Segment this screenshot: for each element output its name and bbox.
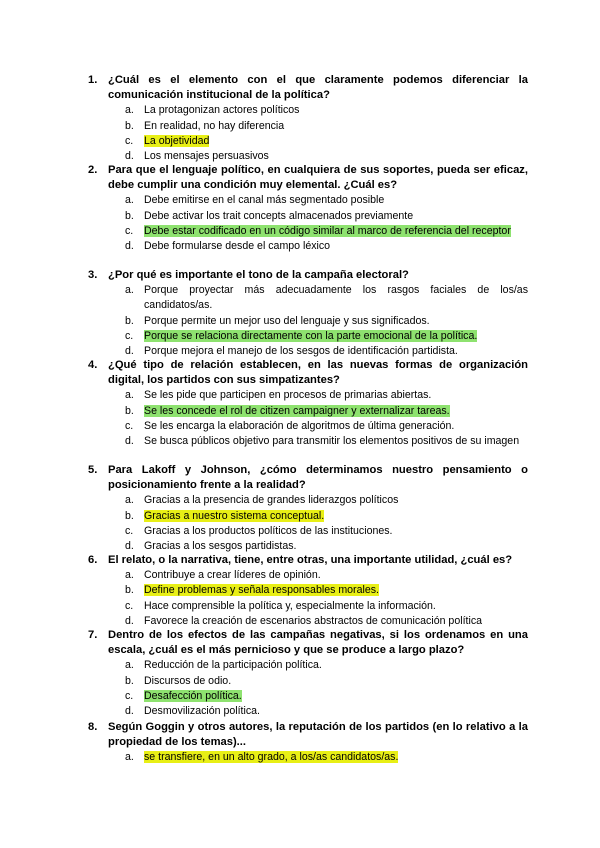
question-number: 3. — [88, 269, 98, 281]
answer-option — [125, 193, 528, 208]
answer-option — [125, 674, 528, 689]
answer-option — [125, 524, 528, 539]
question-stem — [88, 73, 528, 103]
option-letter: d. — [125, 240, 134, 253]
option-text-wrap — [144, 314, 528, 329]
answer-option — [125, 614, 528, 629]
question-stem — [88, 163, 528, 193]
question-number: 2. — [88, 164, 98, 176]
option-letter: a. — [125, 569, 134, 582]
option-text-wrap — [144, 689, 528, 704]
option-letter: c. — [125, 599, 134, 612]
option-text-wrap — [144, 283, 528, 313]
answer-option — [125, 103, 528, 118]
option-letter: b. — [125, 314, 134, 327]
option-text: En realidad, no hay diferencia — [144, 119, 285, 132]
option-letter: d. — [125, 150, 134, 163]
answer-options — [88, 493, 528, 554]
option-text: Se les pide que participen en procesos de primarias abiertas. — [144, 389, 432, 402]
option-letter: a. — [125, 284, 134, 297]
answer-option — [125, 209, 528, 224]
question-number: 5. — [88, 464, 98, 476]
option-text-wrap — [144, 329, 528, 344]
answer-option — [125, 134, 528, 149]
answer-option — [125, 419, 528, 434]
option-text-wrap — [144, 509, 528, 524]
option-text: Hace comprensible la política y, especialmente la información. — [144, 599, 436, 612]
highlighted-answer: se transfiere, en un alto grado, a los/as candidatos/as. — [144, 751, 399, 764]
option-text: Se busca públicos objetivo para transmitir los elementos positivos de su imagen — [144, 435, 520, 448]
question-text: ¿Por qué es importante el tono de la campaña electoral? — [108, 269, 409, 281]
option-text: Gracias a la presencia de grandes liderazgos políticos — [144, 494, 399, 507]
answer-option — [125, 329, 528, 344]
option-text-wrap — [144, 419, 528, 434]
answer-option — [125, 314, 528, 329]
answer-option — [125, 224, 528, 239]
option-text-wrap — [144, 614, 528, 629]
answer-option — [125, 539, 528, 554]
answer-options — [88, 193, 528, 254]
question-stem — [88, 463, 528, 493]
option-letter: d. — [125, 345, 134, 358]
answer-option — [125, 704, 528, 719]
answer-option — [125, 388, 528, 403]
option-text: Gracias a los productos políticos de las instituciones. — [144, 524, 393, 537]
option-text-wrap — [144, 524, 528, 539]
question-stem — [88, 553, 528, 568]
option-letter: a. — [125, 389, 134, 402]
option-letter: c. — [125, 419, 134, 432]
question-4 — [88, 358, 528, 449]
option-text-wrap — [144, 750, 528, 765]
question-number: 6. — [88, 554, 98, 566]
question-1 — [88, 73, 528, 164]
option-text: Debe emitirse en el canal más segmentado posible — [144, 194, 385, 207]
option-letter: c. — [125, 224, 134, 237]
answer-option — [125, 658, 528, 673]
question-stem — [88, 268, 528, 283]
answer-option — [125, 568, 528, 583]
option-letter: a. — [125, 494, 134, 507]
option-letter: b. — [125, 509, 134, 522]
option-text: Favorece la creación de escenarios abstractos de comunicación política — [144, 614, 483, 627]
question-text: Dentro de los efectos de las campañas negativas, si los ordenamos en una escala, ¿cuál es el más pernicioso y que se produce a largo plazo? — [108, 629, 528, 657]
question-7 — [88, 628, 528, 719]
option-text-wrap — [144, 388, 528, 403]
option-letter: b. — [125, 404, 134, 417]
answer-option — [125, 119, 528, 134]
option-letter: b. — [125, 674, 134, 687]
question-8 — [88, 720, 528, 766]
highlighted-answer: Porque se relaciona directamente con la parte emocional de la política. — [144, 329, 478, 342]
option-text-wrap — [144, 209, 528, 224]
option-text-wrap — [144, 658, 528, 673]
option-letter: d. — [125, 435, 134, 448]
answer-option — [125, 404, 528, 419]
option-text: Gracias a los sesgos partidistas. — [144, 540, 297, 553]
option-text-wrap — [144, 344, 528, 359]
option-letter: b. — [125, 584, 134, 597]
option-letter: c. — [125, 329, 134, 342]
highlighted-answer: Debe estar codificado en un código similar al marco de referencia del receptor — [144, 224, 511, 237]
option-text: Discursos de odio. — [144, 674, 232, 687]
option-text: Los mensajes persuasivos — [144, 150, 269, 163]
option-text-wrap — [144, 674, 528, 689]
answer-option — [125, 283, 528, 313]
answer-option — [125, 599, 528, 614]
highlighted-answer: Se les concede el rol de citizen campaigner y externalizar tareas. — [144, 404, 450, 417]
highlighted-answer: Gracias a nuestro sistema conceptual. — [144, 509, 325, 522]
option-text: Porque proyectar más adecuadamente los rasgos faciales de los/as candidatos/as. — [144, 284, 528, 312]
answer-option — [125, 239, 528, 254]
option-text-wrap — [144, 103, 528, 118]
option-text: La protagonizan actores políticos — [144, 104, 300, 117]
option-letter: d. — [125, 540, 134, 553]
answer-option — [125, 583, 528, 598]
option-text: Reducción de la participación política. — [144, 659, 322, 672]
option-text: Porque mejora el manejo de los sesgos de identificación partidista. — [144, 345, 458, 358]
highlighted-answer: Desafección política. — [144, 689, 242, 702]
answer-option — [125, 689, 528, 704]
question-5 — [88, 463, 528, 554]
answer-options — [88, 568, 528, 629]
option-text-wrap — [144, 224, 528, 239]
option-text-wrap — [144, 239, 528, 254]
question-text: Para Lakoff y Johnson, ¿cómo determinamos nuestro pensamiento o posicionamiento frente a la realidad? — [108, 464, 528, 492]
highlighted-answer: La objetividad — [144, 134, 210, 147]
option-letter: c. — [125, 524, 134, 537]
option-text-wrap — [144, 493, 528, 508]
question-stem — [88, 358, 528, 388]
option-text-wrap — [144, 539, 528, 554]
answer-options — [88, 658, 528, 719]
option-text-wrap — [144, 704, 528, 719]
highlighted-answer: Define problemas y señala responsables morales. — [144, 584, 379, 597]
question-text: ¿Cuál es el elemento con el que claramente podemos diferenciar la comunicación institucional de la política? — [108, 74, 528, 102]
option-text-wrap — [144, 599, 528, 614]
question-text: El relato, o la narrativa, tiene, entre otras, una importante utilidad, ¿cuál es? — [108, 554, 513, 566]
option-letter: c. — [125, 134, 134, 147]
answer-options — [88, 750, 528, 765]
option-text-wrap — [144, 134, 528, 149]
answer-options — [88, 388, 528, 449]
question-number: 7. — [88, 629, 98, 641]
question-number: 4. — [88, 359, 98, 371]
option-text-wrap — [144, 583, 528, 598]
option-text-wrap — [144, 119, 528, 134]
answer-options — [88, 103, 528, 164]
option-text-wrap — [144, 568, 528, 583]
option-text: Se les encarga la elaboración de algoritmos de última generación. — [144, 419, 455, 432]
option-letter: a. — [125, 104, 134, 117]
option-text-wrap — [144, 193, 528, 208]
option-text: Desmovilización política. — [144, 705, 260, 718]
option-letter: a. — [125, 751, 134, 764]
answer-options — [88, 283, 528, 359]
option-text-wrap — [144, 404, 528, 419]
option-text: Debe activar los trait concepts almacenados previamente — [144, 209, 414, 222]
question-text: Según Goggin y otros autores, la reputación de los partidos (en lo relativo a la propiedad de los temas)... — [108, 721, 528, 749]
option-letter: c. — [125, 689, 134, 702]
option-letter: b. — [125, 119, 134, 132]
question-number: 1. — [88, 74, 98, 86]
answer-option — [125, 509, 528, 524]
option-text: Contribuye a crear líderes de opinión. — [144, 569, 321, 582]
option-text-wrap — [144, 434, 528, 449]
answer-option — [125, 434, 528, 449]
option-letter: a. — [125, 659, 134, 672]
question-6 — [88, 553, 528, 629]
option-letter: d. — [125, 705, 134, 718]
answer-option — [125, 493, 528, 508]
question-text: ¿Qué tipo de relación establecen, en las nuevas formas de organización digital, los partidos con sus simpatizantes? — [108, 359, 528, 387]
answer-option — [125, 750, 528, 765]
question-text: Para que el lenguaje político, en cualquiera de sus soportes, pueda ser eficaz, debe cumplir una condición muy elemental. ¿Cuál es? — [108, 164, 528, 192]
answer-option — [125, 344, 528, 359]
option-letter: a. — [125, 194, 134, 207]
option-text: Debe formularse desde el campo léxico — [144, 240, 331, 253]
question-stem — [88, 720, 528, 750]
option-text: Porque permite un mejor uso del lenguaje y sus significados. — [144, 314, 430, 327]
question-3 — [88, 268, 528, 359]
option-letter: d. — [125, 614, 134, 627]
question-stem — [88, 628, 528, 658]
option-letter: b. — [125, 209, 134, 222]
question-number: 8. — [88, 721, 98, 733]
answer-option — [125, 149, 528, 164]
question-2 — [88, 163, 528, 254]
option-text-wrap — [144, 149, 528, 164]
